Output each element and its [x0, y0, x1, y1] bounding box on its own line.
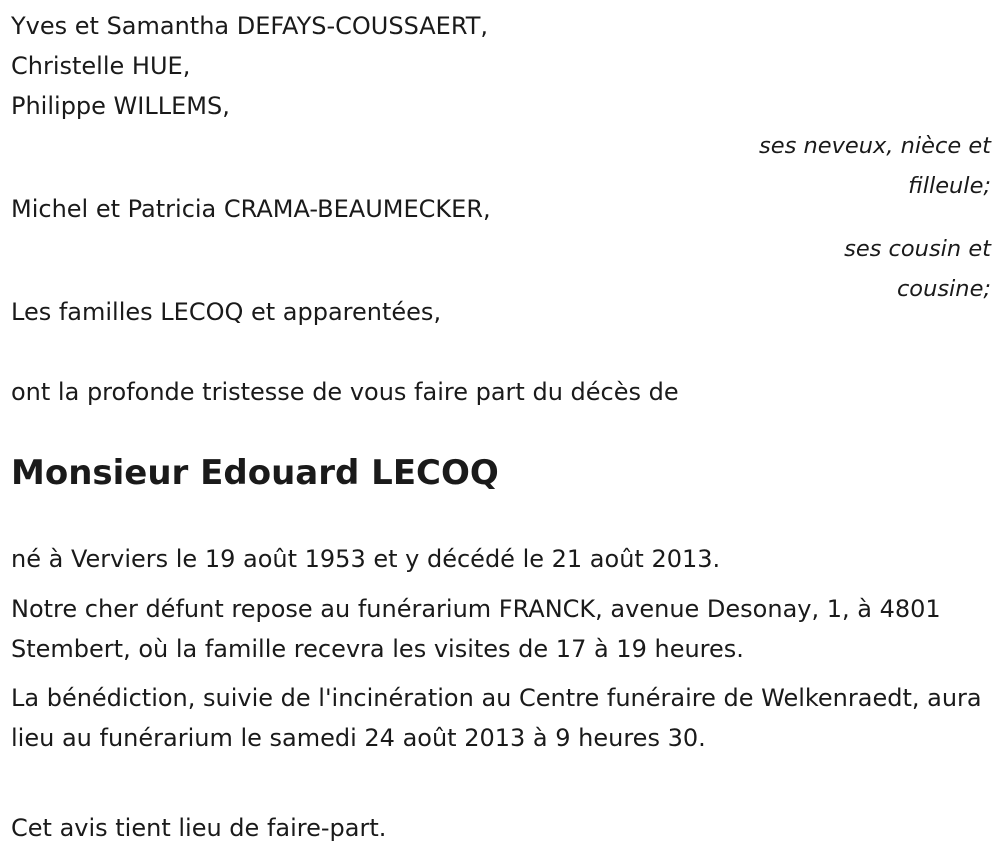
family-name-line: Christelle HUE,	[11, 52, 191, 80]
relation-label: cousine;	[896, 276, 991, 302]
family-name-line: Philippe WILLEMS,	[11, 92, 230, 120]
viewing-paragraph: Notre cher défunt repose au funérarium FRANCK, avenue Desonay, 1, à 4801 Stembert, où la famille recevra les visites de 17 à 19 heures.	[11, 595, 941, 663]
family-name-line: Yves et Samantha DEFAYS-COUSSAERT,	[11, 12, 489, 40]
deceased-name: Monsieur Edouard LECOQ	[11, 453, 499, 493]
family-name-line: Les familles LECOQ et apparentées,	[11, 298, 442, 326]
family-group-nephews	[11, 6, 991, 206]
family-group-cousins	[11, 189, 991, 309]
family-group-families	[11, 292, 991, 332]
intro-text: ont la profonde tristesse de vous faire part du décès de	[11, 378, 679, 406]
relation-label: ses cousin et	[844, 236, 991, 262]
family-name-line: Michel et Patricia CRAMA-BEAUMECKER,	[11, 195, 491, 223]
birth-death-paragraph: né à Verviers le 19 août 1953 et y décédé le 21 août 2013.	[11, 545, 721, 573]
ceremony-paragraph: La bénédiction, suivie de l'incinération au Centre funéraire de Welkenraedt, aura lieu au funérarium le samedi 24 août 2013 à 9 heures 30.	[11, 684, 982, 752]
relation-label: filleule;	[908, 173, 991, 199]
announcement-intro	[11, 372, 991, 412]
notice-paragraph: Cet avis tient lieu de faire-part.	[11, 814, 387, 842]
relation-label: ses neveux, nièce et	[759, 133, 991, 159]
